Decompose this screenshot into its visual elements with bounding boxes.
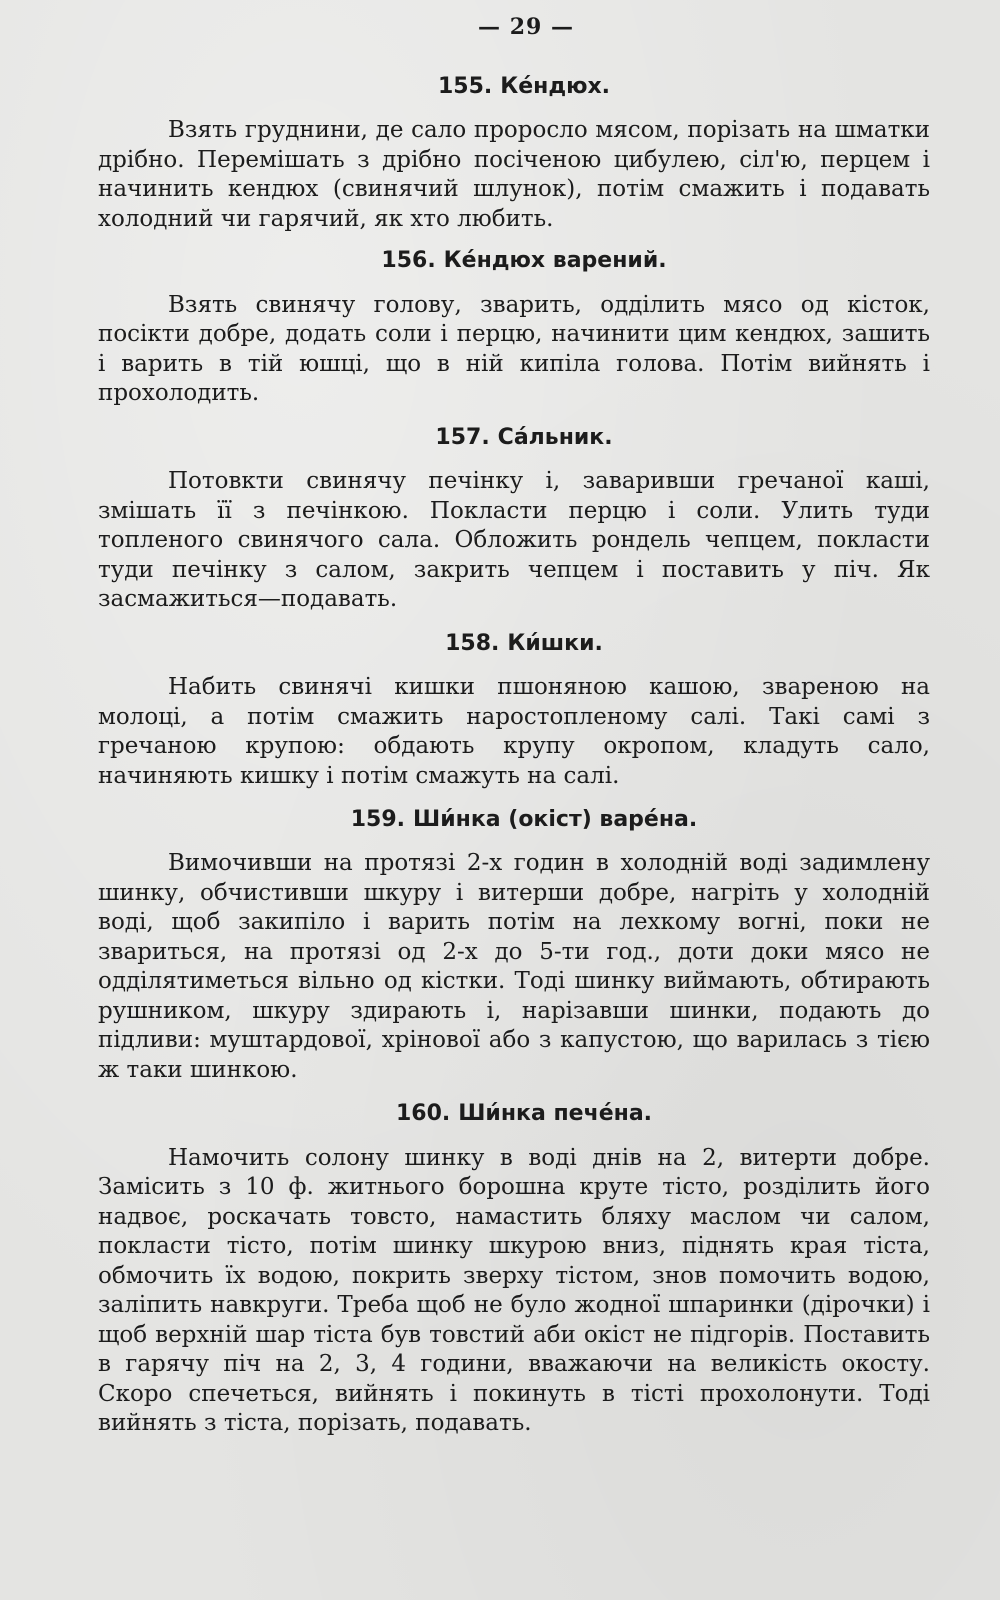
recipe-156 (98, 248, 930, 408)
recipe-158 (98, 631, 930, 791)
recipe-title (98, 74, 930, 100)
recipe-text: Взять груднини, де сало проросло мясом, порізать на шматки дрібно. Перемішать з дрібно посіченою цибулею, сіл'ю, перцем і начинить кендюх (свинячий шлунок), потім смажить і подавать холодний чи гарячий, як хто любить. (98, 117, 930, 232)
recipe-text: Вимочивши на протязі 2-х годин в холодній воді задимлену шинку, обчистивши шкуру і витерши добре, нагріть у холодній воді, щоб закипіло і варить потім на лехкому вогні, поки не звариться, на протязі од 2-х до 5-ти год., доти доки мясо не одділятиметься вільно од кістки. Тоді шинку виймають, обтирають рушником, шкуру здирають і, нарізавши шинки, подають до підливи: муштардової, хрінової або з капустою, що варилась з тією ж таки шинкою. (98, 850, 930, 1083)
recipe-name: Ке́ндюх варений. (443, 248, 667, 274)
recipe-text: Набить свинячі кишки пшоняною кашою, звареною на молоці, а потім смажить наростопленому салі. Такі самі з гречаною крупою: обдають крупу окропом, кладуть сало, начиняють кишку і потім смажуть на салі. (98, 674, 930, 789)
recipe-name: Ки́шки. (507, 630, 603, 656)
recipe-title (98, 631, 930, 657)
page-number: — 29 — (478, 14, 574, 40)
recipe-name: Ши́нка (окіст) варе́на. (413, 807, 698, 833)
recipe-name: Са́льник. (497, 424, 613, 450)
recipe-number: 156. (381, 248, 436, 274)
recipe-number: 155. (437, 74, 493, 99)
recipe-title (98, 1101, 930, 1127)
recipe-160 (98, 1101, 930, 1438)
recipe-name: Ши́нка пече́на. (458, 1101, 653, 1127)
recipe-number: 158. (445, 630, 500, 656)
recipe-157 (98, 425, 930, 615)
recipe-name: Ке́ндюх. (500, 74, 611, 99)
recipe-title (98, 248, 930, 274)
recipe-text: Потовкти свинячу печінку і, заваривши гречаної каші, змішать її з печінкою. Покласти перцю і соли. Улить туди топленого свинячого сала. Обложить рондель чепцем, покласти туди печінку з салом, закрить чепцем і поставить у піч. Як засмажиться—подавать. (98, 468, 930, 613)
recipe-text: Взять свинячу голову, зварить, оддiлить мясо од кісток, посікти добре, додать соли і перцю, начинити цим кендюх, зашить і варить в тій юшці, що в ній кипіла голова. Потім вийнять і прохолодить. (98, 291, 930, 407)
recipe-title (98, 807, 930, 833)
recipe-number: 157. (435, 424, 490, 450)
recipe-text: Намочить солону шинку в воді днів на 2, витерти добре. Замісить з 10 ф. житнього борошна круте тісто, розділить його надвоє, роскачать товсто, намастить бляху маслом чи салом, покласти тісто, потім шинку шкурою вниз, піднять края тіста, обмочить їх водою, покрить зверху тістом, знов помочить водою, заліпить навкруги. Треба щоб не було жодної шпаринки (дірочки) і щоб верхній шар тіста був товстий аби окіст не підгорів. Поставить в гарячу піч на 2, 3, 4 години, вважаючи на великість окосту. Скоро спечеться, вийнять і покинуть в тісті прохолонути. Тоді вийнять з тіста, порізать, подавать. (98, 1144, 930, 1437)
recipe-155 (98, 74, 930, 234)
recipe-number: 159. (350, 807, 406, 833)
recipe-number: 160. (395, 1101, 451, 1127)
recipe-title (98, 425, 930, 451)
recipe-159 (98, 807, 930, 1085)
